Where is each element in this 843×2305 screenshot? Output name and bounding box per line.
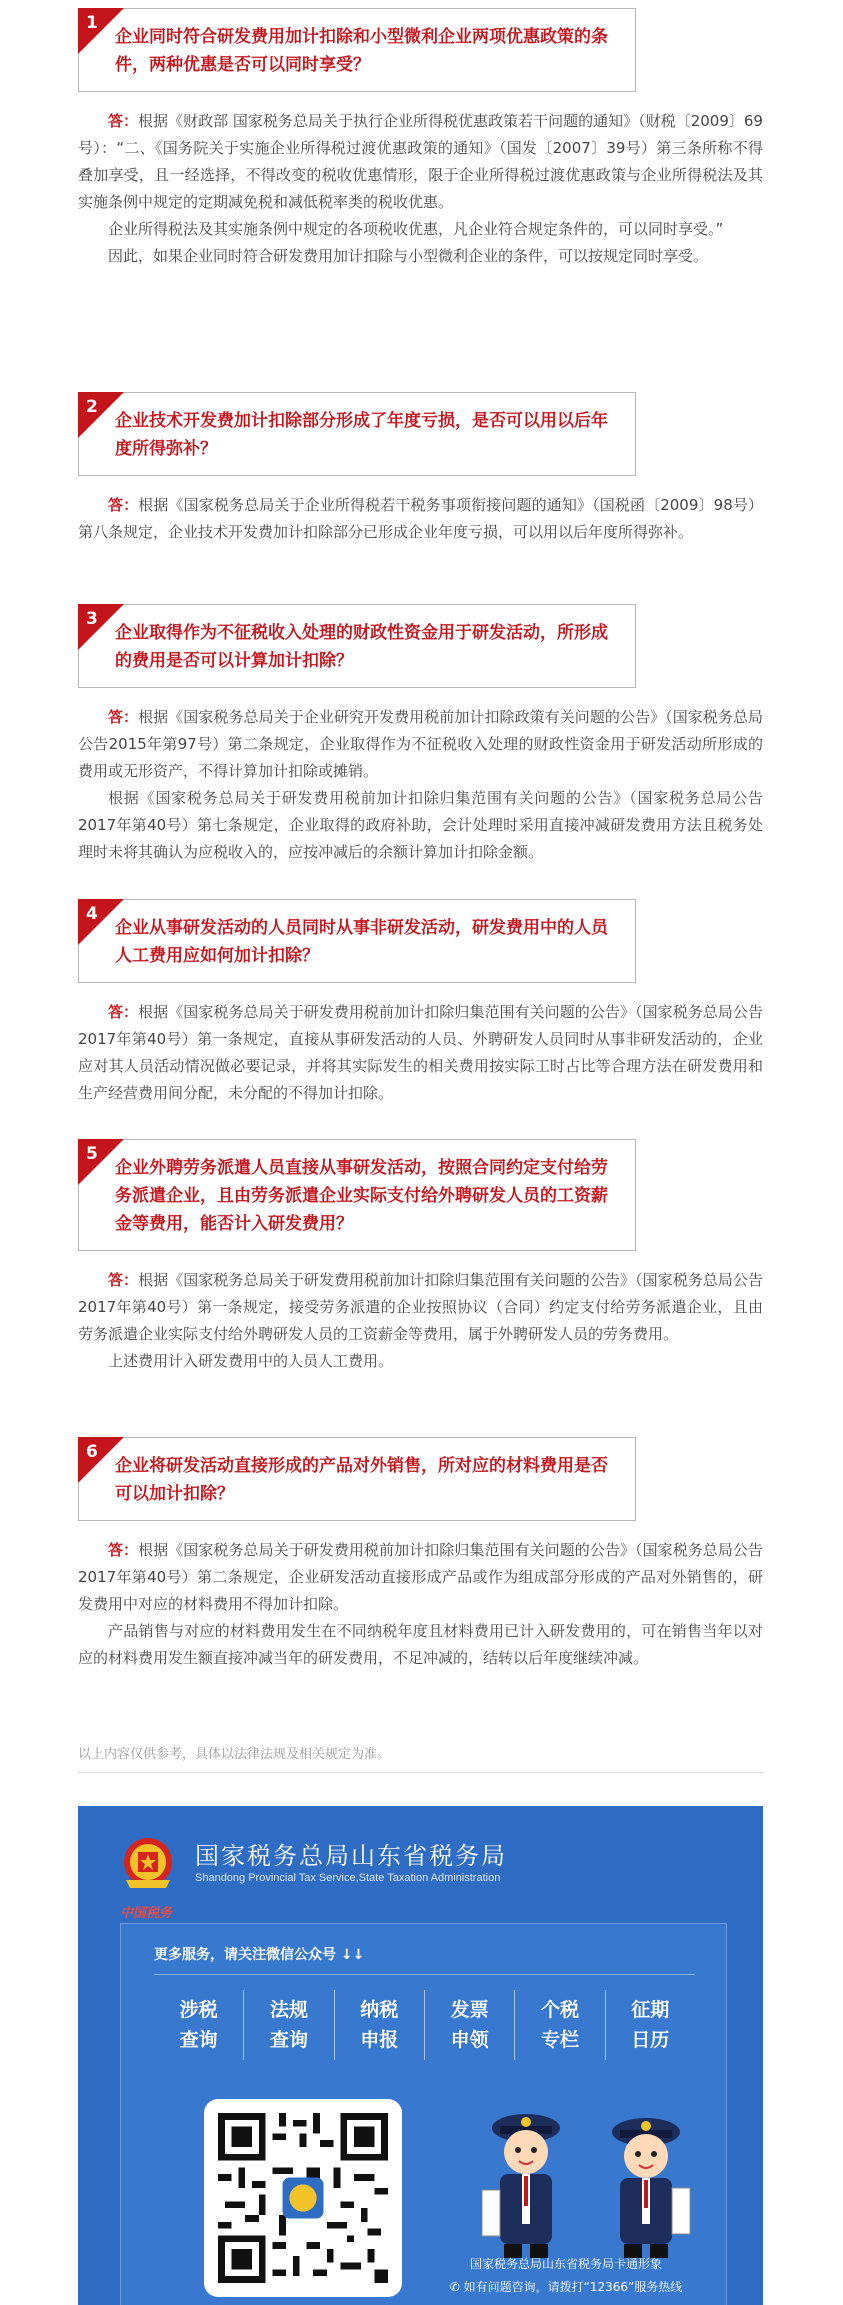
hotline-text: ✆ 如有问题咨询，请拨打“12366”服务热线 [449, 2280, 683, 2294]
answer-label: 答： [108, 708, 139, 726]
answer-paragraph: 答：根据《国家税务总局关于企业研究开发费用税前加计扣除政策有关问题的公告》（国家税务总局公告2015年第97号）第二条规定，企业取得作为不征税收入处理的财政性资金用于研发活动所形成的费用或无形资产，不得计算加计扣除或摊销。 [78, 708, 763, 780]
qa-item-3 [78, 604, 763, 866]
tax-emblem-icon [120, 1836, 176, 1902]
answer-paragraph: 根据《国家税务总局关于研发费用税前加计扣除归集范围有关问题的公告》（国家税务总局公告2017年第40号）第七条规定，企业取得的政府补助，会计处理时采用直接冲减研发费用方法且税务处理时未将其确认为应税收入的，应按冲减后的余额计算加计扣除金额。 [78, 789, 763, 861]
question-text: 企业技术开发费加计扣除部分形成了年度亏损，是否可以用以后年度所得弥补？ [115, 411, 608, 459]
answer-paragraph: 答：根据《国家税务总局关于研发费用税前加计扣除归集范围有关问题的公告》（国家税务总局公告2017年第40号）第一条规定，接受劳务派遣的企业按照协议（合同）约定支付给劳务派遣企业，且由劳务派遣企业实际支付给外聘研发人员的工资薪金等费用，属于外聘研发人员的劳务费用。 [78, 1271, 763, 1343]
answer-paragraph: 企业所得税法及其实施条例中规定的各项税收优惠，凡企业符合规定条件的，可以同时享受。” [108, 220, 724, 238]
number-corner-badge [78, 604, 124, 650]
question-text: 企业将研发活动直接形成的产品对外销售，所对应的材料费用是否可以加计扣除？ [115, 1456, 608, 1504]
service-filing-calendar[interactable]: 征期日历 [605, 1990, 695, 2060]
qr-code-icon [218, 2113, 388, 2283]
tax-bureau-banner [78, 1806, 763, 2305]
answer-block [78, 704, 763, 866]
question-text: 企业取得作为不征税收入处理的财政性资金用于研发活动，所形成的费用是否可以计算加计扣除？ [115, 623, 608, 671]
question-number: 3 [86, 609, 98, 629]
question-box [78, 8, 636, 92]
question-text: 企业同时符合研发费用加计扣除和小型微利企业两项优惠政策的条件，两种优惠是否可以同时享受？ [115, 27, 608, 75]
qa-item-2 [78, 392, 763, 546]
answer-paragraph: 答：根据《国家税务总局关于研发费用税前加计扣除归集范围有关问题的公告》（国家税务总局公告2017年第40号）第二条规定，企业研发活动直接形成产品或作为组成部分形成的产品对外销售的，研发费用中对应的材料费用不得加计扣除。 [78, 1541, 763, 1613]
service-panel [120, 1923, 727, 2305]
answer-label: 答： [108, 1271, 139, 1289]
question-number: 6 [86, 1442, 98, 1462]
service-menu [154, 1990, 695, 2060]
qa-item-4 [78, 899, 763, 1107]
answer-paragraph: 因此，如果企业同时符合研发费用加计扣除与小型微利企业的条件，可以按规定同时享受。 [108, 247, 709, 265]
service-tax-query[interactable]: 涉税查询 [179, 1999, 218, 2051]
service-regulation-query[interactable]: 法规查询 [243, 1990, 333, 2060]
question-number: 4 [86, 904, 98, 924]
qa-item-6 [78, 1437, 763, 1672]
mascot-caption: 国家税务总局山东省税务局卡通形象 [469, 2257, 662, 2271]
question-text: 企业从事研发活动的人员同时从事非研发活动，研发费用中的人员人工费用应如何加计扣除？ [115, 918, 608, 966]
question-box [78, 899, 636, 983]
answer-paragraph: 答：根据《国家税务总局关于研发费用税前加计扣除归集范围有关问题的公告》（国家税务总局公告2017年第40号）第一条规定，直接从事研发活动的人员、外聘研发人员同时从事非研发活动的，企业应对其人员活动情况做必要记录，并将其实际发生的相关费用按实际工时占比等合理方法在研发费用和生产经营费用间分配，未分配的不得加计扣除。 [78, 1003, 763, 1102]
divider [154, 1974, 695, 1975]
follow-prompt: 更多服务，请关注微信公众号 ↓↓ [154, 1947, 365, 1963]
question-number: 1 [86, 13, 98, 33]
service-invoice-apply[interactable]: 发票申领 [424, 1990, 514, 2060]
qa-item-5 [78, 1139, 763, 1375]
tax-mascots-image [466, 2094, 716, 2264]
qa-item-1 [78, 8, 763, 270]
service-iit-column[interactable]: 个税专栏 [514, 1990, 604, 2060]
answer-paragraph: 上述费用计入研发费用中的人员人工费用。 [108, 1352, 394, 1370]
question-box [78, 392, 636, 476]
answer-block [78, 1537, 763, 1672]
answer-block [78, 999, 763, 1107]
question-box [78, 1139, 636, 1251]
question-box [78, 1437, 636, 1521]
answer-paragraph: 产品销售与对应的材料费用发生在不同纳税年度且材料费用已计入研发费用的，可在销售当年以对应的材料费用发生额直接冲减当年的研发费用，不足冲减的，结转以后年度继续冲减。 [78, 1622, 763, 1667]
number-corner-badge [78, 392, 124, 438]
answer-label: 答： [108, 1003, 139, 1021]
question-box [78, 604, 636, 688]
answer-block [78, 492, 763, 546]
answer-paragraph: 答：根据《国家税务总局关于企业所得税若干税务事项衔接问题的通知》（国税函〔2009〕98号）第八条规定，企业技术开发费加计扣除部分已形成企业年度亏损，可以用以后年度所得弥补。 [78, 496, 763, 541]
number-corner-badge [78, 1139, 124, 1185]
answer-label: 答： [108, 496, 139, 514]
answer-block [78, 1267, 763, 1375]
answer-paragraph: 答：根据《财政部 国家税务总局关于执行企业所得税优惠政策若干问题的通知》（财税〔2009〕69号）：“二、《国务院关于实施企业所得税过渡优惠政策的通知》（国发〔2007〕39号）第三条所称不得叠加享受，且一经选择，不得改变的税收优惠情形，限于企业所得税过渡优惠政策与企业所得税法及其实施条例中规定的定期减免税和减低税率类的税收优惠。 [78, 112, 763, 211]
question-text: 企业外聘劳务派遣人员直接从事研发活动，按照合同约定支付给劳务派遣企业，且由劳务派遣企业实际支付给外聘研发人员的工资薪金等费用，能否计入研发费用？ [115, 1158, 608, 1234]
number-corner-badge [78, 899, 124, 945]
service-tax-filing[interactable]: 纳税申报 [334, 1990, 424, 2060]
organization-name: 国家税务总局山东省税务局 [195, 1842, 507, 1870]
number-corner-badge [78, 1437, 124, 1483]
answer-label: 答： [108, 112, 139, 130]
question-number: 2 [86, 397, 98, 417]
answer-block [78, 108, 763, 270]
organization-name-en: Shandong Provincial Tax Service,State Taxation Administration [195, 1872, 501, 1884]
answer-label: 答： [108, 1541, 139, 1559]
number-corner-badge [78, 8, 124, 54]
question-number: 5 [86, 1144, 98, 1164]
phone-icon: ✆ [449, 2280, 464, 2294]
disclaimer-note: 以上内容仅供参考，具体以法律法规及相关规定为准。 [78, 1743, 763, 1773]
logo-script-text: 中国税务 [120, 1906, 173, 1921]
wechat-qr-code[interactable] [204, 2099, 402, 2297]
